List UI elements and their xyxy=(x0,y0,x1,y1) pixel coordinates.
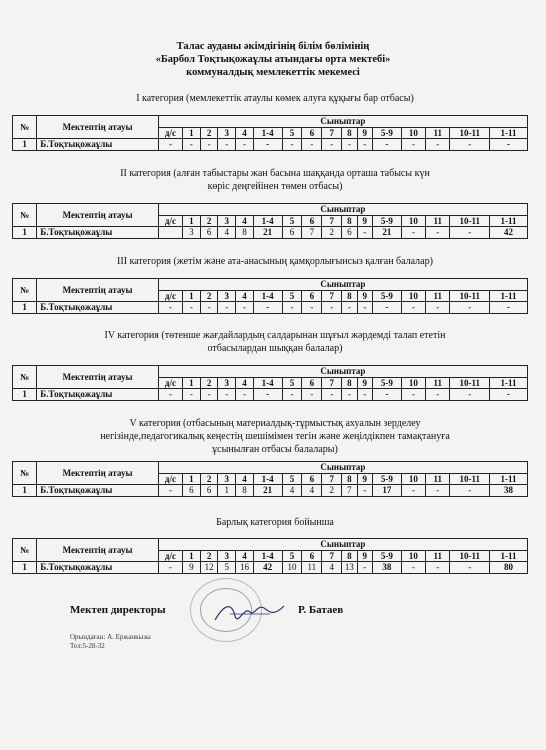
row-cell: 4 xyxy=(302,485,322,497)
row-cell: - xyxy=(236,139,254,151)
row-cell: 2 xyxy=(322,227,342,239)
row-cell: - xyxy=(490,139,528,151)
col-subheader: 7 xyxy=(322,377,342,389)
col-subheader: 1 xyxy=(183,127,201,139)
col-subheader: 4 xyxy=(236,550,254,562)
row-cell: - xyxy=(450,227,490,239)
row-cell: - xyxy=(357,302,372,314)
table-row xyxy=(13,302,528,314)
row-cell: 9 xyxy=(183,562,201,574)
row-cell: 6 xyxy=(200,485,218,497)
col-num-header: № xyxy=(13,204,37,227)
col-subheader: 5 xyxy=(282,215,302,227)
col-subheader: 6 xyxy=(302,473,322,485)
category-1-table xyxy=(12,115,528,151)
header-line-2: «Барбол Тоқтықожаұлы атындағы орта мектебі» xyxy=(155,54,391,65)
col-classes-header: Сыныптар xyxy=(158,366,527,378)
category-4-table xyxy=(12,365,528,401)
total-title: Барлық категория бойынша xyxy=(216,517,334,528)
row-cell: - xyxy=(158,485,182,497)
row-cell: 38 xyxy=(373,562,402,574)
row-cell: - xyxy=(282,389,302,401)
col-classes-header: Сыныптар xyxy=(158,462,527,474)
row-cell: - xyxy=(450,389,490,401)
table-row xyxy=(13,389,528,401)
row-school-name: Б.Тоқтықожаұлы xyxy=(37,485,159,497)
col-subheader: 8 xyxy=(342,377,357,389)
col-subheader: 7 xyxy=(322,290,342,302)
row-cell: - xyxy=(401,389,425,401)
col-subheader: 6 xyxy=(302,290,322,302)
category-2-title: II категория (алған табыстары жан басына шаққанда орташа табысы күн xyxy=(120,168,430,179)
col-num-header: № xyxy=(13,279,37,302)
row-num: 1 xyxy=(13,562,37,574)
executor-text: Орындаған: А. Ержанкызы xyxy=(70,633,151,641)
col-subheader: д/с xyxy=(158,290,182,302)
row-cell: - xyxy=(302,302,322,314)
category-3-title: III категория (жетім және ата-анасының қамқорлығынсыз қалған балалар) xyxy=(117,256,433,267)
header-row xyxy=(13,462,528,474)
col-subheader: д/с xyxy=(158,127,182,139)
row-cell: - xyxy=(401,227,425,239)
col-subheader: 11 xyxy=(426,127,450,139)
col-subheader: 6 xyxy=(302,127,322,139)
col-school-header: Мектептің атауы xyxy=(37,462,159,485)
row-cell: 8 xyxy=(236,485,254,497)
col-subheader: 4 xyxy=(236,290,254,302)
row-cell: 21 xyxy=(253,227,282,239)
row-cell: 5 xyxy=(218,562,236,574)
row-cell: - xyxy=(450,139,490,151)
col-subheader: 7 xyxy=(322,550,342,562)
col-subheader: 11 xyxy=(426,377,450,389)
header-row xyxy=(13,366,528,378)
category-5-title: V категория (отбасының материалдық-тұрмыстық ахуалын зерделеу xyxy=(129,418,421,429)
category-2-table xyxy=(12,203,528,239)
table-row xyxy=(13,485,528,497)
col-subheader: 3 xyxy=(218,290,236,302)
col-subheader: 5 xyxy=(282,127,302,139)
category-5-title-cont2: ұсынылған отбасы балалары) xyxy=(212,444,338,455)
col-subheader: 10 xyxy=(401,290,425,302)
col-school-header: Мектептің атауы xyxy=(37,279,159,302)
col-subheader: 10 xyxy=(401,377,425,389)
row-cell: 7 xyxy=(342,485,357,497)
row-cell: - xyxy=(490,302,528,314)
row-cell: 6 xyxy=(282,227,302,239)
row-cell: 6 xyxy=(200,227,218,239)
row-cell: - xyxy=(158,389,182,401)
director-name: Р. Батаев xyxy=(298,604,344,616)
row-cell: 4 xyxy=(322,562,342,574)
row-cell: - xyxy=(200,389,218,401)
row-cell: - xyxy=(450,562,490,574)
col-subheader: 10 xyxy=(401,127,425,139)
col-school-header: Мектептің атауы xyxy=(37,204,159,227)
row-cell: 13 xyxy=(342,562,357,574)
col-subheader: 5 xyxy=(282,377,302,389)
col-subheader: 4 xyxy=(236,377,254,389)
row-cell: - xyxy=(342,139,357,151)
row-cell: - xyxy=(490,389,528,401)
col-subheader: 10-11 xyxy=(450,550,490,562)
col-classes-header: Сыныптар xyxy=(158,204,527,216)
header-row xyxy=(13,279,528,291)
row-cell: - xyxy=(253,302,282,314)
row-cell: - xyxy=(200,302,218,314)
col-subheader: 1 xyxy=(183,290,201,302)
row-cell: - xyxy=(450,485,490,497)
col-subheader: 4 xyxy=(236,127,254,139)
row-cell: - xyxy=(302,389,322,401)
row-cell: - xyxy=(322,302,342,314)
row-cell: - xyxy=(357,389,372,401)
row-cell: - xyxy=(450,302,490,314)
col-subheader: 2 xyxy=(200,473,218,485)
row-cell: - xyxy=(426,485,450,497)
col-subheader: д/с xyxy=(158,377,182,389)
row-cell: 42 xyxy=(253,562,282,574)
col-subheader: 3 xyxy=(218,377,236,389)
col-subheader: 5 xyxy=(282,290,302,302)
row-cell: - xyxy=(401,139,425,151)
row-cell: - xyxy=(322,389,342,401)
col-subheader: 10-11 xyxy=(450,377,490,389)
col-subheader: 2 xyxy=(200,550,218,562)
col-subheader: 7 xyxy=(322,127,342,139)
col-num-header: № xyxy=(13,462,37,485)
header-line-1: Талас ауданы әкімдігінің білім бөлімінің xyxy=(176,41,370,52)
director-label: Мектеп директоры xyxy=(70,604,166,616)
row-cell: - xyxy=(401,302,425,314)
col-subheader: 10-11 xyxy=(450,127,490,139)
col-subheader: 1-11 xyxy=(490,473,528,485)
category-3-table xyxy=(12,278,528,314)
row-cell: - xyxy=(426,139,450,151)
col-subheader: 11 xyxy=(426,550,450,562)
row-cell: - xyxy=(342,302,357,314)
col-subheader: 7 xyxy=(322,215,342,227)
col-subheader: 8 xyxy=(342,550,357,562)
total-table xyxy=(12,538,528,574)
header-row xyxy=(13,116,528,128)
row-cell: - xyxy=(218,302,236,314)
col-subheader: 8 xyxy=(342,290,357,302)
col-subheader: 5-9 xyxy=(373,290,402,302)
col-classes-header: Сыныптар xyxy=(158,279,527,291)
col-school-header: Мектептің атауы xyxy=(37,116,159,139)
row-num: 1 xyxy=(13,139,37,151)
col-subheader: 2 xyxy=(200,215,218,227)
col-subheader: 10-11 xyxy=(450,215,490,227)
row-cell: 10 xyxy=(282,562,302,574)
col-subheader: 4 xyxy=(236,473,254,485)
row-cell: - xyxy=(218,139,236,151)
row-cell: - xyxy=(302,139,322,151)
row-school-name: Б.Тоқтықожаұлы xyxy=(37,227,159,239)
col-subheader: 2 xyxy=(200,377,218,389)
col-subheader: 2 xyxy=(200,127,218,139)
col-subheader: 9 xyxy=(357,290,372,302)
row-cell: 42 xyxy=(490,227,528,239)
col-subheader: 11 xyxy=(426,473,450,485)
col-subheader: д/с xyxy=(158,215,182,227)
col-subheader: 5-9 xyxy=(373,127,402,139)
col-subheader: 2 xyxy=(200,290,218,302)
row-cell: - xyxy=(183,139,201,151)
col-classes-header: Сыныптар xyxy=(158,116,527,128)
row-num: 1 xyxy=(13,227,37,239)
row-cell: 6 xyxy=(342,227,357,239)
header-row xyxy=(13,204,528,216)
col-subheader: д/с xyxy=(158,473,182,485)
row-cell: 4 xyxy=(282,485,302,497)
col-subheader: 8 xyxy=(342,215,357,227)
col-subheader: 9 xyxy=(357,215,372,227)
row-num: 1 xyxy=(13,485,37,497)
row-cell: - xyxy=(426,562,450,574)
row-cell: - xyxy=(158,562,182,574)
row-cell: - xyxy=(183,389,201,401)
col-classes-header: Сыныптар xyxy=(158,539,527,551)
row-cell: 21 xyxy=(253,485,282,497)
col-subheader: 10-11 xyxy=(450,290,490,302)
row-school-name: Б.Тоқтықожаұлы xyxy=(37,302,159,314)
row-cell: - xyxy=(373,139,402,151)
row-cell: - xyxy=(342,389,357,401)
row-cell: 21 xyxy=(373,227,402,239)
col-subheader: 11 xyxy=(426,290,450,302)
row-school-name: Б.Тоқтықожаұлы xyxy=(37,562,159,574)
row-cell: 17 xyxy=(373,485,402,497)
row-cell: - xyxy=(357,139,372,151)
col-subheader: 3 xyxy=(218,127,236,139)
row-cell: - xyxy=(236,302,254,314)
category-1-title: I категория (мемлекеттік атаулы көмек алуға құқығы бар отбасы) xyxy=(136,93,414,104)
col-subheader: 1-4 xyxy=(253,290,282,302)
col-num-header: № xyxy=(13,116,37,139)
col-subheader: 10 xyxy=(401,473,425,485)
col-subheader: 6 xyxy=(302,550,322,562)
row-cell: 12 xyxy=(200,562,218,574)
category-5-table xyxy=(12,461,528,497)
row-cell: 2 xyxy=(322,485,342,497)
row-cell: - xyxy=(426,389,450,401)
col-subheader: 1-4 xyxy=(253,550,282,562)
col-subheader: 1-4 xyxy=(253,377,282,389)
col-subheader: 1 xyxy=(183,550,201,562)
col-subheader: 9 xyxy=(357,473,372,485)
col-subheader: 3 xyxy=(218,550,236,562)
row-cell: 8 xyxy=(236,227,254,239)
col-subheader: 1 xyxy=(183,215,201,227)
col-subheader: 11 xyxy=(426,215,450,227)
col-subheader: 5-9 xyxy=(373,377,402,389)
table-row xyxy=(13,227,528,239)
header-line-3: коммуналдық мемлекеттік мекемесі xyxy=(186,67,360,78)
col-subheader: 5-9 xyxy=(373,473,402,485)
row-cell: - xyxy=(236,389,254,401)
row-cell: - xyxy=(200,139,218,151)
row-cell: - xyxy=(218,389,236,401)
table-row xyxy=(13,139,528,151)
col-subheader: 10 xyxy=(401,215,425,227)
row-num: 1 xyxy=(13,389,37,401)
col-subheader: 1-4 xyxy=(253,215,282,227)
row-cell: 38 xyxy=(490,485,528,497)
row-cell: - xyxy=(401,562,425,574)
row-cell: - xyxy=(357,485,372,497)
col-subheader: 3 xyxy=(218,215,236,227)
phone-text: Тел:5-28-32 xyxy=(70,642,105,650)
row-cell: 4 xyxy=(218,227,236,239)
col-subheader: 5-9 xyxy=(373,215,402,227)
category-4-title: IV категория (төтенше жағдайлардың салдарынан шұғыл жәрдемді талап ететін xyxy=(104,330,446,341)
row-cell: 3 xyxy=(183,227,201,239)
col-school-header: Мектептің атауы xyxy=(37,366,159,389)
col-subheader: 9 xyxy=(357,127,372,139)
row-cell: - xyxy=(253,139,282,151)
row-cell: - xyxy=(357,562,372,574)
col-subheader: д/с xyxy=(158,550,182,562)
row-cell: - xyxy=(183,302,201,314)
row-cell: 16 xyxy=(236,562,254,574)
row-cell: - xyxy=(322,139,342,151)
col-school-header: Мектептің атауы xyxy=(37,539,159,562)
row-cell: - xyxy=(253,389,282,401)
row-cell: - xyxy=(373,389,402,401)
col-subheader: 3 xyxy=(218,473,236,485)
col-subheader: 1-11 xyxy=(490,290,528,302)
row-cell: - xyxy=(282,302,302,314)
col-subheader: 1-11 xyxy=(490,127,528,139)
col-subheader: 7 xyxy=(322,473,342,485)
col-subheader: 6 xyxy=(302,377,322,389)
row-cell: - xyxy=(373,302,402,314)
col-subheader: 1-11 xyxy=(490,215,528,227)
row-cell: - xyxy=(158,302,182,314)
row-cell: - xyxy=(158,139,182,151)
row-school-name: Б.Тоқтықожаұлы xyxy=(37,139,159,151)
col-subheader: 9 xyxy=(357,550,372,562)
col-num-header: № xyxy=(13,539,37,562)
col-subheader: 6 xyxy=(302,215,322,227)
col-subheader: 1-4 xyxy=(253,127,282,139)
col-subheader: 9 xyxy=(357,377,372,389)
category-4-title-cont: отбасылардан шыққан балалар) xyxy=(207,343,343,354)
row-cell: 11 xyxy=(302,562,322,574)
col-subheader: 5 xyxy=(282,550,302,562)
category-2-title-cont: көріс деңгейінен төмен отбасы) xyxy=(207,181,343,192)
col-subheader: 10 xyxy=(401,550,425,562)
row-cell: 7 xyxy=(302,227,322,239)
row-num: 1 xyxy=(13,302,37,314)
col-subheader: 1 xyxy=(183,377,201,389)
col-subheader: 1-11 xyxy=(490,377,528,389)
category-5-title-cont: негізінде,педагогикалық кеңестің шешімімен тегін және жеңілдікпен тамақтануға xyxy=(100,431,450,442)
col-num-header: № xyxy=(13,366,37,389)
col-subheader: 5 xyxy=(282,473,302,485)
col-subheader: 4 xyxy=(236,215,254,227)
row-cell: 1 xyxy=(218,485,236,497)
row-cell: - xyxy=(426,302,450,314)
row-cell: - xyxy=(401,485,425,497)
director-signature xyxy=(210,598,290,628)
row-cell xyxy=(158,227,182,239)
row-school-name: Б.Тоқтықожаұлы xyxy=(37,389,159,401)
row-cell: 80 xyxy=(490,562,528,574)
row-cell: - xyxy=(357,227,372,239)
header-row xyxy=(13,539,528,551)
row-cell: 6 xyxy=(183,485,201,497)
row-cell: - xyxy=(426,227,450,239)
row-cell: - xyxy=(282,139,302,151)
table-row xyxy=(13,562,528,574)
col-subheader: 5-9 xyxy=(373,550,402,562)
col-subheader: 10-11 xyxy=(450,473,490,485)
col-subheader: 1-4 xyxy=(253,473,282,485)
col-subheader: 1-11 xyxy=(490,550,528,562)
col-subheader: 8 xyxy=(342,127,357,139)
col-subheader: 1 xyxy=(183,473,201,485)
col-subheader: 8 xyxy=(342,473,357,485)
